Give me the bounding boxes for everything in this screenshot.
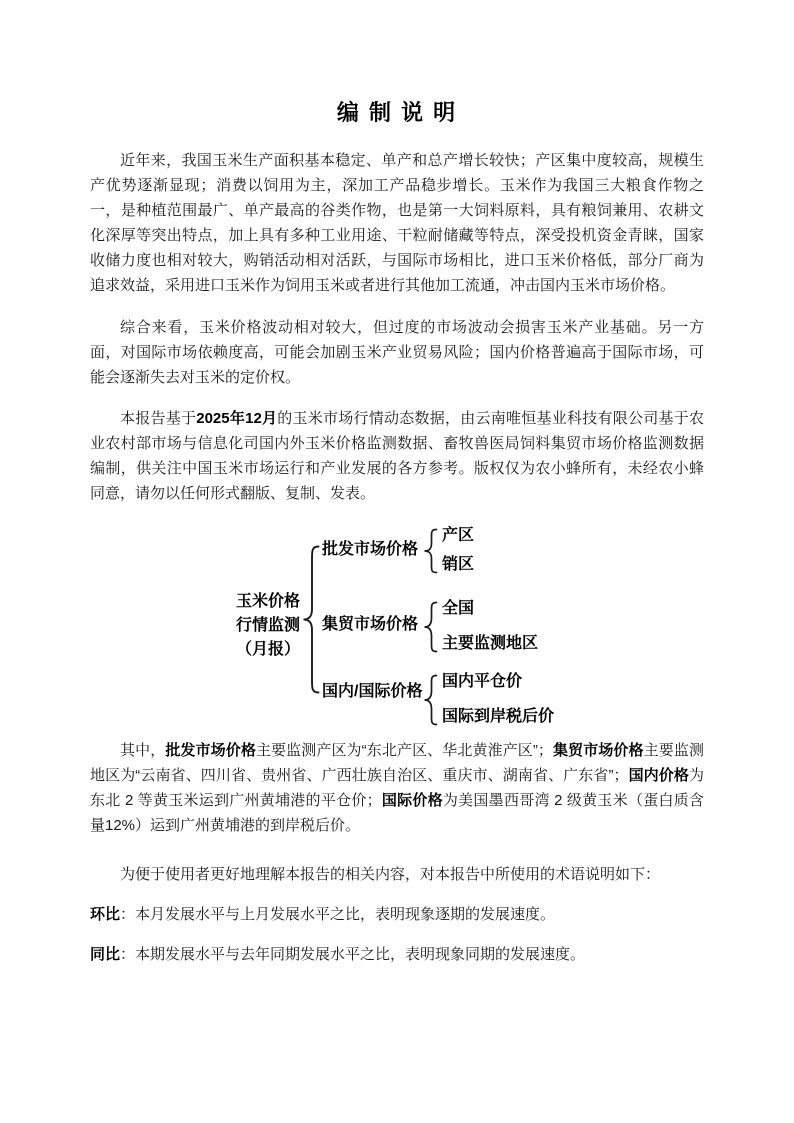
- leaf-production-area: 产区: [442, 527, 475, 544]
- term-yoy-definition: ：本期发展水平与去年同期发展水平之比，表明现象同期的发展速度。: [120, 946, 586, 963]
- scope-trade-market-term: 集贸市场价格: [552, 742, 644, 759]
- report-basis-lead: 本报告基于: [120, 410, 197, 427]
- leaf-nationwide: 全国: [442, 600, 475, 617]
- domestic-international-brace-connector: [423, 674, 438, 726]
- page-title: 编 制 说 明: [336, 100, 458, 125]
- paragraph-corn-overview-text: 近年来，我国玉米生产面积基本稳定、单产和总产增长较快；产区集中度较高，规模生产优势逐渐显现；消费以饲用为主，深加工产品稳步增长。玉米作为我国三大粮食作物之一，是种植范围最广、单产最高的谷类作物，也是第一大饲料原料，具有粮饲兼用、农耕文化深厚等突出特点，加上具有多种工业用途、干粒耐储藏等特点，深受投机资金青睐，国家收储力度也相对较大，购销活动相对活跃，与国际市场相比，进口玉米价格低，部分厂商为追求效益，采用进口玉米作为饲用玉米或者进行其他加工流通，冲击国内玉米市场价格。: [90, 152, 704, 294]
- leaf-sales-area: 销区: [442, 556, 475, 573]
- report-period: 2025年12月: [196, 410, 278, 427]
- scope-international-price-detail: 为美国墨西哥湾 2 级黄玉米（蛋白质含量12%）运到广州黄埔港的到岸税后价。: [90, 792, 704, 834]
- terms-intro-text: 为便于使用者更好地理解本报告的相关内容，对本报告中所使用的术语说明如下：: [120, 866, 661, 883]
- diagram-root-line-3: （月报）: [235, 641, 300, 658]
- document-page: [90, 96, 704, 967]
- paragraph-market-analysis-text: 综合来看，玉米价格波动相对较大，但过度的市场波动会损害玉米产业基础。另一方面，对国际市场依赖度高，可能会加剧玉米产业贸易风险；国内价格普遍高于国际市场，可能会逐渐失去对玉米的定价权。: [90, 319, 704, 386]
- diagram-root-line-1: 玉米价格: [235, 593, 300, 610]
- scope-international-price-term: 国际价格: [381, 792, 443, 809]
- paragraph-market-analysis: [90, 315, 704, 390]
- wholesale-brace-connector: [423, 528, 438, 574]
- scope-lead: 其中，: [120, 742, 166, 759]
- term-month-on-month: [90, 902, 704, 927]
- leaf-international-cif-price: 国际到岸税后价: [442, 708, 555, 725]
- term-yoy-label: 同比: [90, 946, 121, 963]
- diagram-root-node: [232, 590, 304, 662]
- branch-domestic-international-price: 国内/国际价格: [322, 683, 423, 700]
- branch-wholesale-price: 批发市场价格: [322, 541, 419, 558]
- paragraph-terms-intro: [90, 862, 704, 887]
- paragraph-corn-overview: [90, 148, 704, 298]
- leaf-key-monitored-regions: 主要监测地区: [442, 635, 539, 652]
- term-mom-definition: ：本月发展水平与上月发展水平之比，表明现象逐期的发展速度。: [120, 906, 556, 923]
- scope-domestic-price-term: 国内价格: [628, 767, 689, 784]
- trade-market-brace-connector: [423, 601, 438, 653]
- diagram-root-line-2: 行情监测: [235, 617, 300, 634]
- paragraph-report-basis: [90, 406, 704, 506]
- scope-wholesale-detail: 主要监测产区为“东北产区、华北黄淮产区”；: [255, 742, 553, 759]
- scope-domestic-price-detail: 为东北 2 等黄玉米运到广州黄埔港的平仓价；: [90, 767, 704, 809]
- main-brace-connector: [302, 545, 320, 694]
- branch-trade-market-price: 集贸市场价格: [322, 616, 419, 633]
- paragraph-monitoring-scope: [90, 738, 704, 838]
- term-year-on-year: [90, 942, 704, 967]
- price-monitoring-tree-diagram: [90, 522, 704, 738]
- scope-trade-market-detail: 主要监测地区为“云南省、四川省、贵州省、广西壮族自治区、重庆市、湖南省、广东省”；: [90, 742, 704, 784]
- report-basis-body: 的玉米市场行情动态数据，由云南唯恒基业科技有限公司基于农业农村部市场与信息化司国内外玉米价格监测数据、畜牧兽医局饲料集贸市场价格监测数据编制，供关注中国玉米市场运行和产业发展的各方参考。版权仅为农小蜂所有，未经农小蜂同意，请勿以任何形式翻版、复制、发表。: [90, 410, 704, 502]
- scope-wholesale-term: 批发市场价格: [165, 742, 256, 759]
- leaf-domestic-fob-price: 国内平仓价: [442, 673, 523, 690]
- term-mom-label: 环比: [90, 906, 121, 923]
